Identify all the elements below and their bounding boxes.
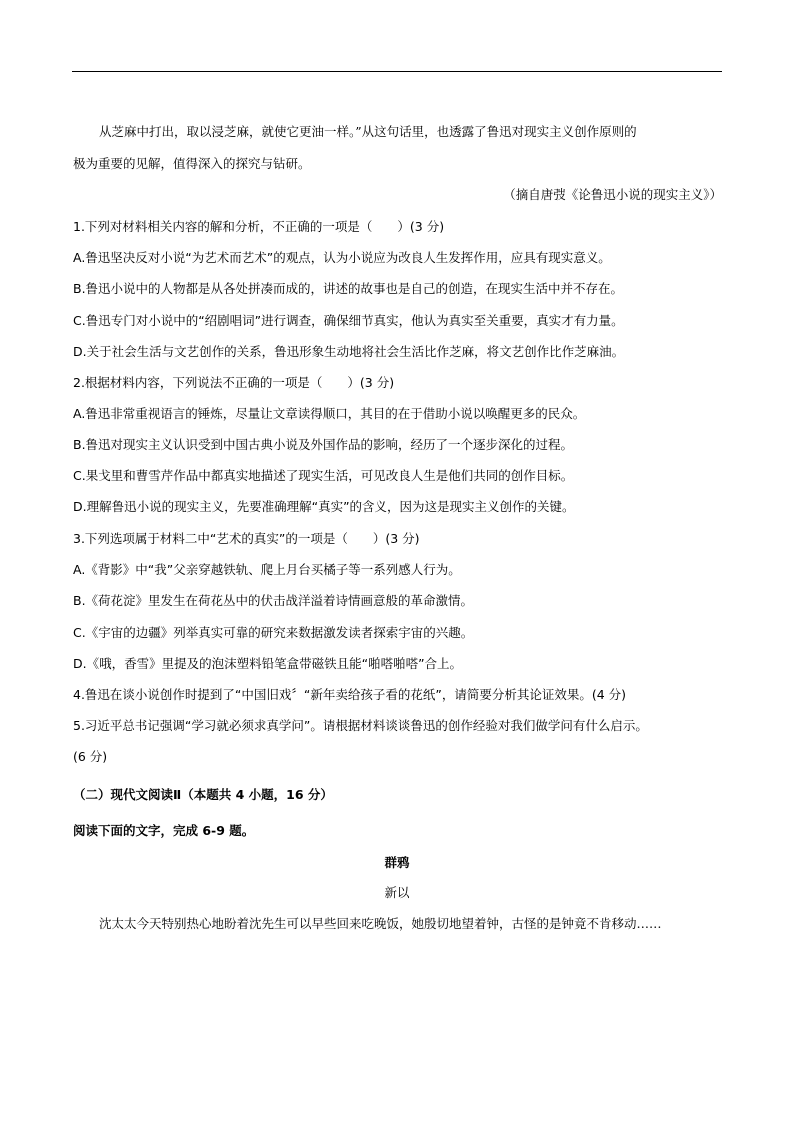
section-heading: （二）现代文阅读Ⅱ（本题共 4 小题，16 分） [73,787,333,802]
question-3-option-b: B.《荷花淀》里发生在荷花丛中的伏击战洋溢着诗情画意般的革命激情。 [73,593,474,608]
question-5-line-2: (6 分) [73,749,108,764]
question-2-option-a: A.鲁迅非常重视语言的锤炼，尽量让文章读得顺口，其目的在于借助小说以唤醒更多的民众。 [73,406,586,421]
question-5-line-1: 5.习近平总书记强调“学习就必须求真学问”。请根据材料谈谈鲁迅的创作经验对我们做学问有什么启示。 [73,718,648,733]
question-2-stem: 2.根据材料内容，下列说法不正确的一项是（ ）(3 分) [73,375,395,390]
passage-line-2: 极为重要的见解，值得深入的探究与钻研。 [73,156,311,171]
header-rule [72,71,722,72]
question-1-option-d: D.关于社会生活与文艺创作的关系，鲁迅形象生动地将社会生活比作芝麻，将文艺创作比作芝麻油。 [73,344,625,359]
question-3-option-d: D.《哦，香雪》里提及的泡沫塑料铅笔盒带磁铁且能“啪嗒啪嗒”合上。 [73,656,463,671]
question-1-stem: 1.下列对材料相关内容的解和分析，不正确的一项是（ ）(3 分) [73,219,445,234]
question-1-option-b: B.鲁迅小说中的人物都是从各处拼凑而成的，讲述的故事也是自己的创造，在现实生活中并不存在。 [73,281,624,296]
question-3-option-c: C.《宇宙的边疆》列举真实可靠的研究来数据激发读者探索宇宙的兴趣。 [73,625,474,640]
story-first-line: 沈太太今天特别热心地盼着沈先生可以早些回来吃晚饭，她殷切地望着钟，古怪的是钟竟不肯移动…… [99,916,662,931]
passage-source: （摘自唐弢《论鲁迅小说的现实主义》） [503,187,722,202]
question-2-option-d: D.理解鲁迅小说的现实主义，先要准确理解“真实”的含义，因为这是现实主义创作的关键。 [73,499,575,514]
question-3-option-a: A.《背影》中“我”父亲穿越铁轨、爬上月台买橘子等一系列感人行为。 [73,562,461,577]
question-2-option-b: B.鲁迅对现实主义认识受到中国古典小说及外国作品的影响，经历了一个逐步深化的过程。 [73,437,574,452]
question-3-stem: 3.下列选项属于材料二中“艺术的真实”的一项是（ ）(3 分) [73,531,420,546]
question-4: 4.鲁迅在谈小说创作时提到了“中国旧戏〞“新年卖给孩子看的花纸”，请简要分析其论证效果。(4 分) [73,687,627,702]
story-title: 群鸦 [384,855,410,870]
reading-instruction: 阅读下面的文字，完成 6-9 题。 [73,823,255,838]
story-author: 新以 [384,885,410,900]
passage-line-1: 从芝麻中打出，取以浸芝麻，就使它更油一样。”从这句话里，也透露了鲁迅对现实主义创作原则的 [99,124,637,139]
question-1-option-c: C.鲁迅专门对小说中的“绍剧唱词”进行调查，确保细节真实，他认为真实至关重要，真实才有力量。 [73,313,624,328]
question-2-option-c: C.果戈里和曹雪芹作品中都真实地描述了现实生活，可见改良人生是他们共同的创作目标。 [73,468,574,483]
question-1-option-a: A.鲁迅坚决反对小说“为艺术而艺术”的观点，认为小说应为改良人生发挥作用，应具有现实意义。 [73,250,611,265]
